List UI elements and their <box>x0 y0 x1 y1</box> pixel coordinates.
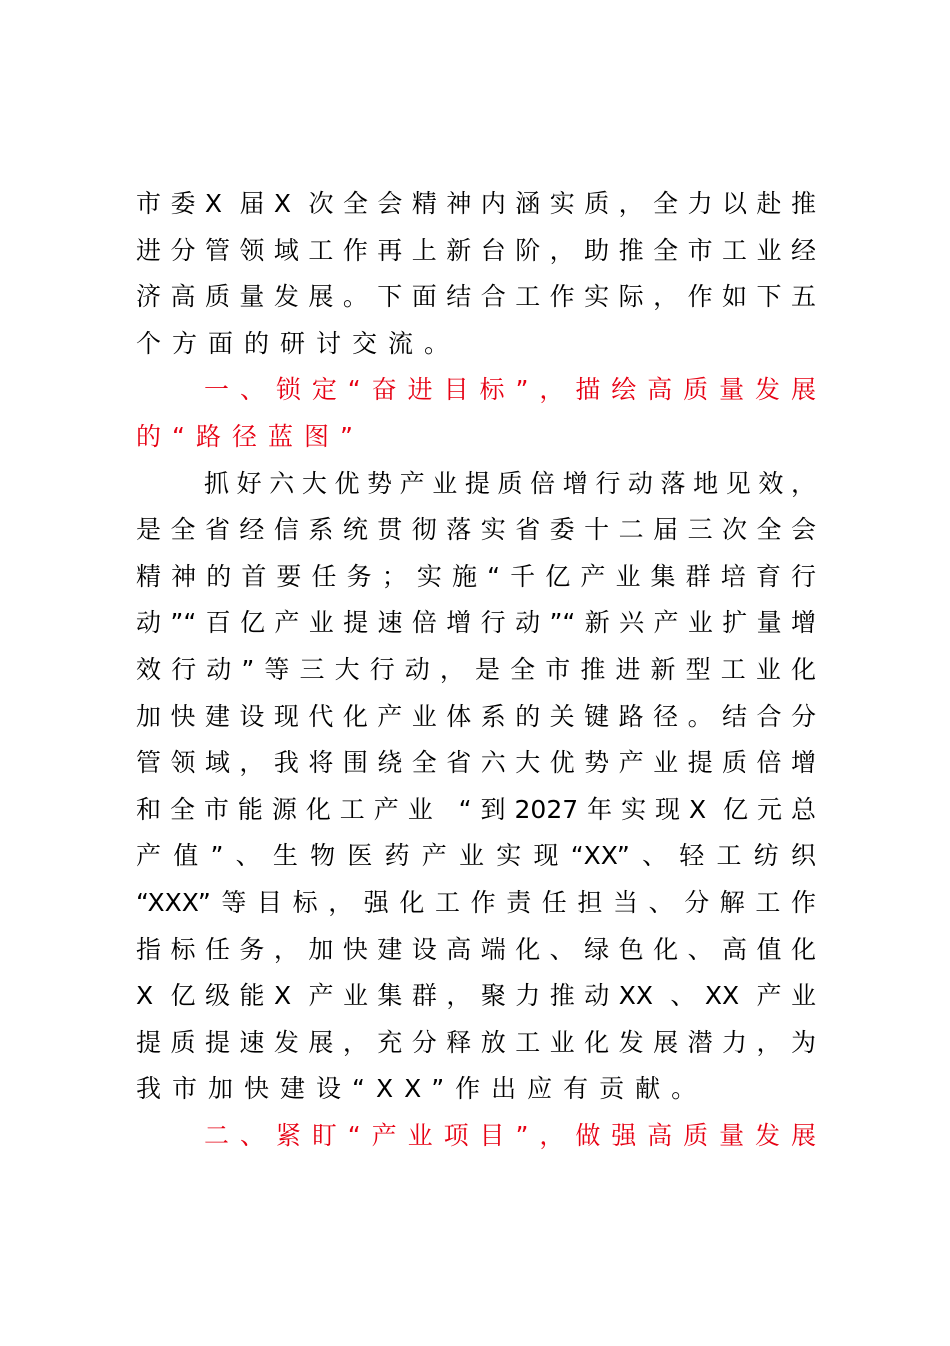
section1-body-line: 指标任务，加快建设高端化、绿色化、高值化 <box>136 934 816 964</box>
section1-body-line: 抓好六大优势产业提质倍增行动落地见效， <box>204 468 816 498</box>
document-body <box>136 181 816 1159</box>
section2-heading-line: 二、紧盯“产业项目”，做强高质量发展 <box>204 1120 816 1150</box>
section1-body-line: 效行动”等三大行动，是全市推进新型工业化 <box>136 654 816 684</box>
intro-line: 个方面的研讨交流。 <box>136 328 461 358</box>
intro-line: 进分管领域工作再上新台阶，助推全市工业经 <box>136 235 816 265</box>
intro-line: 济高质量发展。下面结合工作实际，作如下五 <box>136 282 816 312</box>
section1-body-line: 提质提速发展，充分释放工业化发展潜力，为 <box>136 1027 816 1057</box>
section1-heading-line: 一、锁定“奋进目标”，描绘高质量发展 <box>204 375 816 405</box>
section1-body-line: X 亿级能X 产业集群，聚力推动XX 、XX 产业 <box>136 981 816 1011</box>
section1-body-line: 产值”、生物医药产业实现“XX”、轻工纺织 <box>136 841 816 871</box>
section1-body-line: 我市加快建设“XX”作出应有贡献。 <box>136 1074 708 1104</box>
section1-body-line: 加快建设现代化产业体系的关键路径。结合分 <box>136 701 816 731</box>
section1-body-line: “XXX”等目标，强化工作责任担当、分解工作 <box>136 887 816 917</box>
section1-body-line: 精神的首要任务；实施“千亿产业集群培育行 <box>136 561 816 591</box>
section1-heading-line: 的“路径蓝图” <box>136 421 364 451</box>
section1-body-line: 和全市能源化工产业 “到2027年实现X 亿元总 <box>136 794 816 824</box>
intro-line: 市委X 届X 次全会精神内涵实质，全力以赴推 <box>136 189 816 218</box>
section1-body-line: 是全省经信系统贯彻落实省委十二届三次全会 <box>136 515 816 545</box>
section1-body-line: 动”“百亿产业提速倍增行动”“新兴产业扩量增 <box>136 608 816 638</box>
section1-body-line: 管领域，我将围绕全省六大优势产业提质倍增 <box>136 748 816 778</box>
